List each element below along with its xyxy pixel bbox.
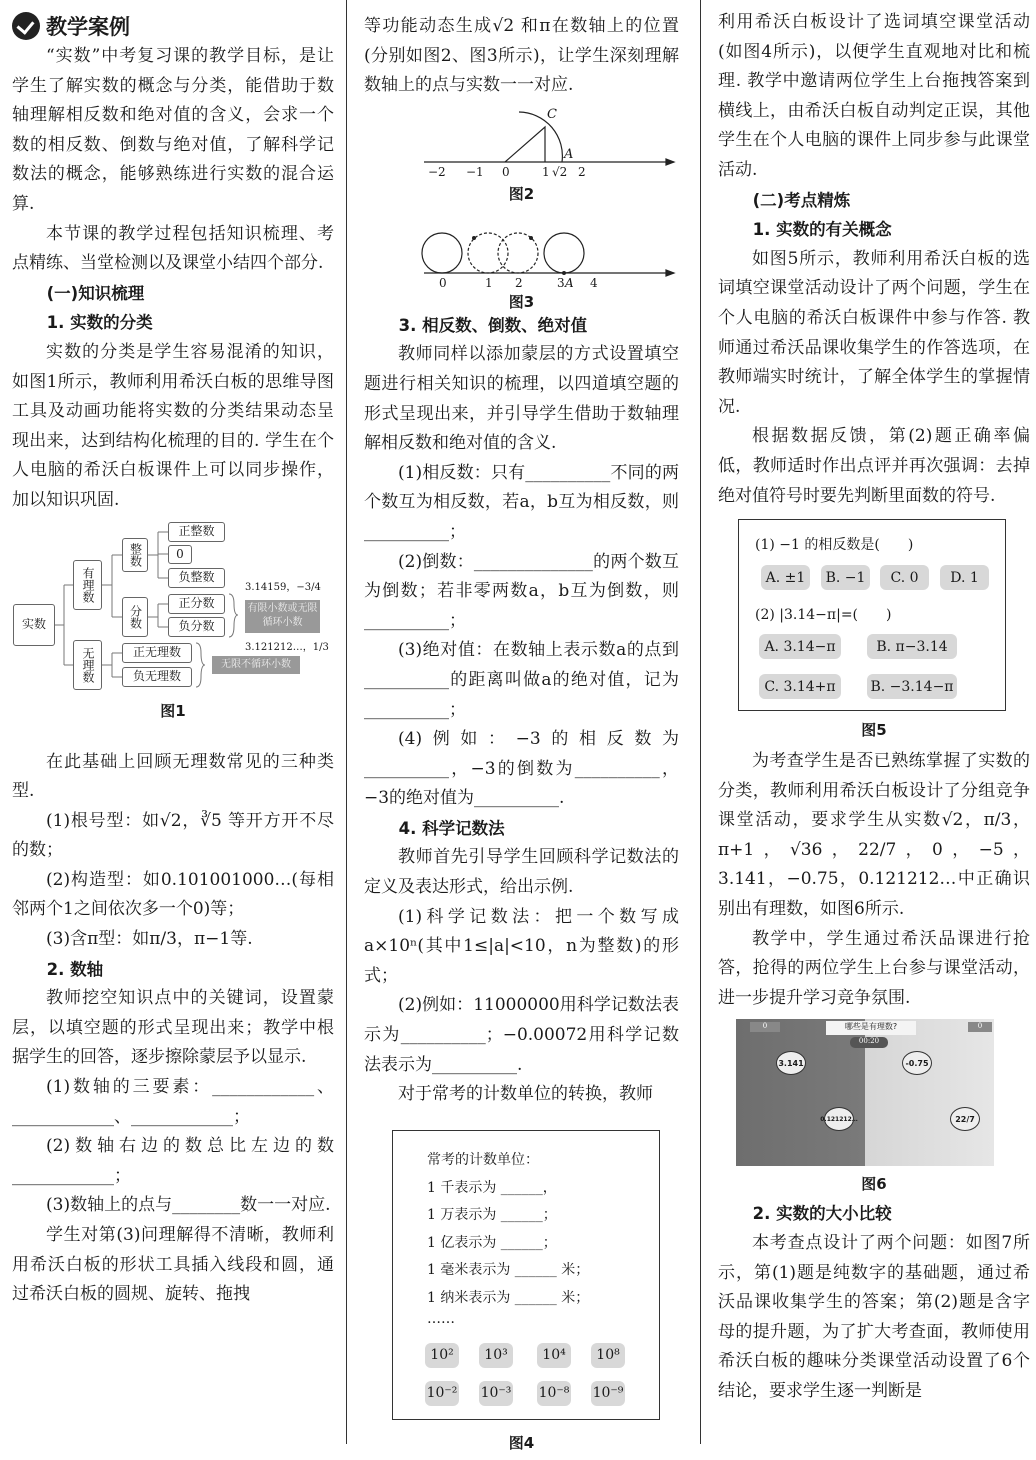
option-button[interactable]: C. 3.14+π <box>759 674 841 699</box>
option-button[interactable]: C. 0 <box>880 565 929 590</box>
tick-label: 4 <box>590 275 598 290</box>
answer-bubble[interactable]: 22/7 <box>950 1107 980 1131</box>
unit-conversion-activity <box>392 1130 660 1420</box>
answer-chip[interactable]: 10⁻⁹ <box>591 1381 625 1406</box>
answer-chip[interactable]: 10⁴ <box>537 1343 571 1368</box>
tick-label: −1 <box>466 164 484 179</box>
point-label: A <box>565 275 574 290</box>
node-zero: 0 <box>168 545 192 564</box>
tick-label: 0 <box>439 275 447 290</box>
paragraph: (4)例如：−3的相反数为__________，−3的倒数为__________，−3的绝对值为__________. <box>364 729 679 809</box>
option-button[interactable]: A. 3.14−π <box>759 634 841 659</box>
game-screenshot <box>736 1019 994 1166</box>
answer-chip[interactable]: 10⁻³ <box>479 1381 513 1406</box>
example-fraction: 3.121212…，1/3 <box>245 641 329 653</box>
figure-caption: 图6 <box>861 1175 887 1194</box>
blank-line: 1 千表示为 ______， <box>427 1179 557 1196</box>
paragraph: (3)数轴上的点与________数一一对应. <box>46 1195 331 1216</box>
note-irrational: 无限不循环小数 <box>212 656 300 674</box>
figure-caption: 图2 <box>508 184 535 203</box>
figure-1 <box>12 516 334 748</box>
column-divider <box>700 0 701 1444</box>
figure-6 <box>718 1019 1030 1199</box>
paragraph: 在此基础上回顾无理数常见的三种类型. <box>12 751 334 802</box>
paragraph: 学生对第(3)问理解得不清晰，教师利用希沃白板的形状工具插入线段和圆，通过希沃白板的圆规、旋转、拖拽 <box>12 1225 334 1305</box>
heading: 2. 数轴 <box>46 959 104 979</box>
paragraph: (2)数轴右边的数总比左边的数____________； <box>12 1136 334 1186</box>
paragraph: 实数的分类是学生容易混淆的知识，如图1所示，教师利用希沃白板的思维导图工具及动画功能将实数的分类结果动态呈现出来，达到结构化梳理的目的. 学生在个人电脑的希沃白板课件上可以同步操作，加以知识巩固. <box>12 341 334 510</box>
tick-label: −2 <box>428 164 446 179</box>
heading: 1. 实数的有关概念 <box>752 220 892 240</box>
answer-chip[interactable]: 10⁻⁸ <box>537 1381 571 1406</box>
answer-bubble[interactable]: -0.75 <box>902 1051 932 1075</box>
score-right: 0 <box>968 1022 992 1032</box>
paragraph: 教师挖空知识点中的关键词，设置蒙层，以填空题的形式呈现出来；教学中根据学生的回答，逐步擦除蒙层予以显示. <box>12 988 334 1068</box>
paragraph: 本节课的教学过程包括知识梳理、考点精练、当堂检测以及课堂小结四个部分. <box>12 223 334 274</box>
heading: 3. 相反数、倒数、绝对值 <box>398 315 588 335</box>
quiz-activity <box>738 519 1006 711</box>
timer: 00:20 <box>850 1037 888 1048</box>
answer-chip[interactable]: 10⁸ <box>591 1343 625 1368</box>
paragraph: (2)倒数：______________的两个数互为倒数；若非零两数a，b互为倒数，则__________； <box>364 551 679 631</box>
option-button[interactable]: D. 1 <box>940 565 989 590</box>
tick-label: 2 <box>578 164 586 179</box>
paragraph: 等功能动态生成√2 和π在数轴上的位置(分别如图2、图3所示)，让学生深刻理解数轴上的点与实数一一对应. <box>364 16 679 96</box>
paragraph: 对于常考的计数单位的转换，教师 <box>398 1084 653 1105</box>
column-2 <box>364 12 679 1460</box>
column-divider <box>346 0 347 1444</box>
point-label: C <box>547 106 557 122</box>
tick-label: √2 <box>552 164 568 179</box>
figure-caption: 图5 <box>861 721 887 740</box>
option-button[interactable]: A. ±1 <box>761 565 810 590</box>
question: (2) |3.14−π|=( ) <box>755 607 892 624</box>
node-pos-int: 正整数 <box>168 522 225 542</box>
paragraph: (1)科学记数法：把一个数写成a×10ⁿ(其中1≤|a|<10，n为整数)的形式； <box>364 906 679 986</box>
activity-title: 常考的计数单位： <box>427 1151 539 1168</box>
figure-5 <box>718 519 1030 747</box>
paragraph: 教师首先引导学生回顾科学记数法的定义及表达形式，给出示例. <box>364 847 679 898</box>
paragraph: 本考查点设计了两个问题：如图7所示，第(1)题是纯数字的基础题，通过希沃品课收集学生的答案；第(2)题是含字母的提升题，为了扩大考查面，教师使用希沃白板的趣味分类课堂活动设置了6个结论，要求学生逐一判断是 <box>718 1233 1030 1401</box>
heading: (二)考点精炼 <box>752 190 851 210</box>
node-neg-int: 负整数 <box>168 568 225 588</box>
node-neg-irr: 负无理数 <box>122 667 192 687</box>
node-fraction: 分数 <box>122 597 148 637</box>
heading: (一)知识梳理 <box>46 283 145 303</box>
game-title: 哪些是有理数? <box>826 1021 916 1035</box>
blank-line: 1 毫米表示为 ______ 米； <box>427 1261 590 1278</box>
figure-2-3 <box>364 101 679 311</box>
tick-label: 1 <box>485 275 493 290</box>
figure-caption: 图3 <box>508 292 535 311</box>
node-rational: 有理数 <box>73 560 102 610</box>
option-button[interactable]: B. −3.14−π <box>867 674 957 699</box>
option-button[interactable]: B. π−3.14 <box>867 634 957 659</box>
section-title: 教学案例 <box>46 15 130 39</box>
paragraph: 根据数据反馈，第(2)题正确率偏低，教师适时作出点评并再次强调：去掉绝对值符号时要先判断里面数的符号. <box>718 426 1030 506</box>
node-irrational: 无理数 <box>73 640 102 690</box>
heading: 1. 实数的分类 <box>46 313 153 333</box>
paragraph: (2)构造型：如0.101001000…(每相邻两个1之间依次多一个0)等； <box>12 869 334 920</box>
paragraph: (1)数轴的三要素：____________、____________、____________； <box>12 1077 334 1127</box>
note-rational: 有限小数或无限循环小数 <box>245 600 320 633</box>
blank-line: 1 万表示为 ______； <box>427 1206 557 1223</box>
tick-label: 3 <box>557 275 565 290</box>
answer-chip[interactable]: 10² <box>425 1343 459 1368</box>
point-label: A <box>564 146 574 162</box>
paragraph: 如图5所示，教师利用希沃白板的选词填空课堂活动设计了两个问题，学生在个人电脑的希沃白板课件中参与作答. 教师通过希沃品课收集学生的作答选项，在教师端实时统计，了解全体学生的掌握情况. <box>718 248 1030 417</box>
figure-caption: 图4 <box>508 1433 535 1452</box>
paragraph: (1)相反数：只有__________不同的两个数互为相反数，若a，b互为相反数，则__________； <box>364 462 679 542</box>
heading: 4. 科学记数法 <box>398 818 505 838</box>
heading: 2. 实数的大小比较 <box>752 1204 892 1224</box>
blank-line: 1 亿表示为 ______； <box>427 1234 557 1251</box>
figure-4 <box>364 1130 679 1460</box>
paragraph: (1)根号型：如√2，∛5 等开方开不尽的数； <box>12 810 334 861</box>
paragraph: “实数”中考复习课的教学目标，是让学生了解实数的概念与分类，能借助于数轴理解相反数和绝对值的含义，会求一个数的相反数、倒数与绝对值，了解科学记数法的概念，能够熟练进行实数的混合运算. <box>12 46 334 214</box>
node-pos-frac: 正分数 <box>168 594 225 614</box>
column-3 <box>718 8 1030 1407</box>
figure-caption: 图1 <box>160 701 186 720</box>
paragraph: 教师同样以添加蒙层的方式设置填空题进行相关知识的梳理，以四道填空题的形式呈现出来，并引导学生借助于数轴理解相反数和绝对值的含义. <box>364 344 679 454</box>
paragraph: (3)含π型：如π/3，π−1等. <box>46 929 253 950</box>
option-button[interactable]: B. −1 <box>821 565 870 590</box>
node-neg-frac: 负分数 <box>168 617 225 637</box>
column-1 <box>12 10 334 1310</box>
paragraph: 教学中，学生通过希沃品课进行抢答，抢得的两位学生上台参与课堂活动，进一步提升学习竞争氛围. <box>718 928 1030 1008</box>
answer-chip[interactable]: 10⁻² <box>425 1381 459 1406</box>
node-real: 实数 <box>13 604 55 646</box>
blank-line: 1 纳米表示为 ______ 米； <box>427 1289 590 1306</box>
ellipsis: …… <box>427 1310 455 1327</box>
tick-label: 2 <box>515 275 523 290</box>
tick-label: 0 <box>502 164 510 179</box>
node-pos-irr: 正无理数 <box>122 643 192 663</box>
answer-bubble[interactable]: 3.141 <box>776 1051 806 1075</box>
node-integer: 整数 <box>122 538 148 572</box>
check-circle-icon <box>12 12 40 40</box>
paragraph: (3)绝对值：在数轴上表示数a的点到__________的距离叫做a的绝对值，记为__________； <box>364 640 679 720</box>
paragraph: (2)例如：11000000用科学记数法表示为__________；−0.00072用科学记数法表示为__________. <box>364 995 679 1075</box>
answer-bubble[interactable]: 0.121212… <box>824 1107 854 1131</box>
section-header <box>12 10 334 42</box>
score-left: 0 <box>750 1022 780 1032</box>
answer-chip[interactable]: 10³ <box>479 1343 513 1368</box>
paragraph: 利用希沃白板设计了选词填空课堂活动(如图4所示)，以便学生直观地对比和梳理. 教学中邀请两位学生上台拖拽答案到横线上，由希沃白板自动判定正误，其他学生在个人电脑的课件上同步参与此课堂活动. <box>718 12 1030 180</box>
tick-label: 1 <box>542 164 550 179</box>
example-rational: 3.14159，−3/4 <box>245 581 321 593</box>
paragraph: 为考查学生是否已熟练掌握了实数的分类，教师利用希沃白板设计了分组竞争课堂活动，要求学生从实数√2，π/3，π+1，√36，22/7，0，−5，3.141，−0.75，0.121212…中正确识别出有理数，如图6所示. <box>718 751 1030 920</box>
question: (1) −1 的相反数是( ) <box>755 537 914 554</box>
